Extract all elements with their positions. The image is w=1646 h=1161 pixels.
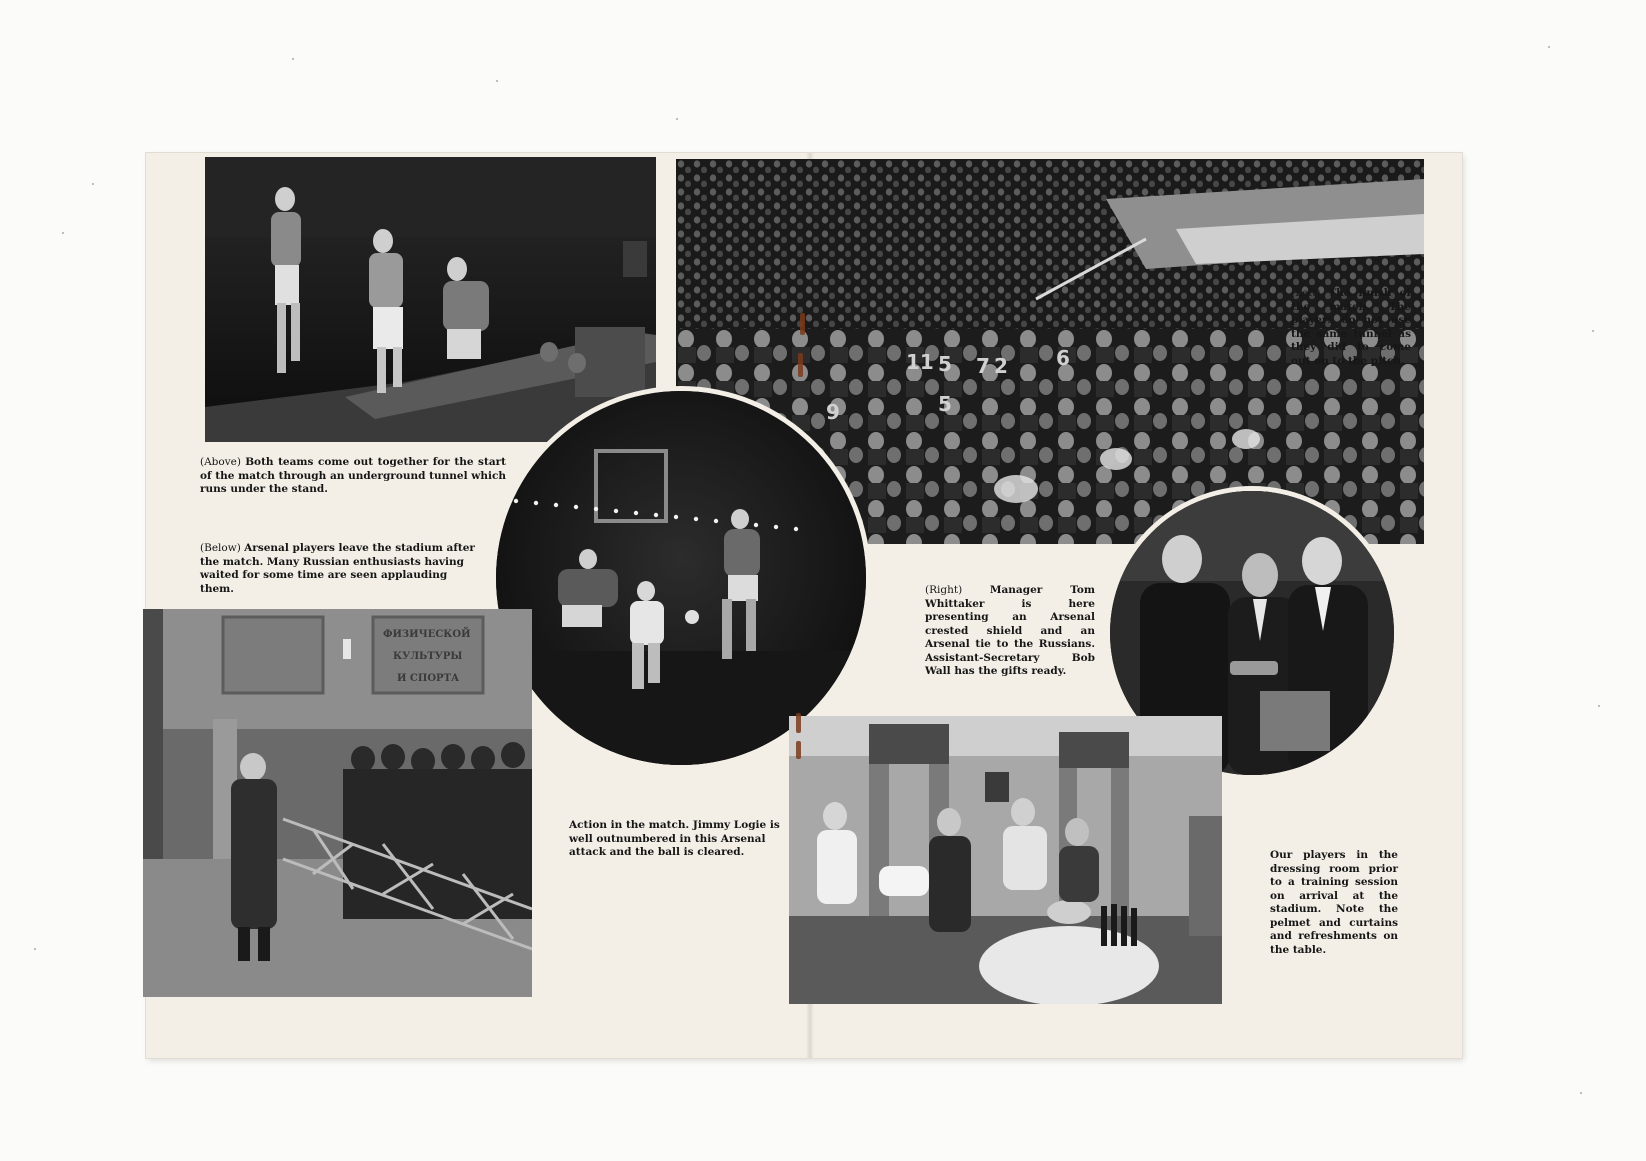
- dust-speck: [62, 232, 64, 234]
- caption-above-text: Both teams come out together for the start of the match through an underground tunnel which runs under the stand.: [200, 456, 507, 495]
- photo-dressing-room: [789, 716, 1222, 1004]
- caption-right-lead: (Right): [925, 584, 963, 596]
- caption-left: [1291, 287, 1411, 368]
- dust-speck: [34, 948, 36, 950]
- photo-players-leave-stadium: [143, 609, 532, 997]
- dust-speck: [676, 118, 678, 120]
- dust-speck: [1598, 705, 1600, 707]
- staple: [796, 713, 801, 733]
- dust-speck: [496, 80, 498, 82]
- staple: [800, 313, 805, 335]
- dust-speck: [292, 58, 294, 60]
- caption-dressing-room: [1270, 849, 1398, 957]
- hall-sign-line: И СПОРТА: [397, 673, 460, 684]
- dust-speck: [92, 183, 94, 185]
- shirt-number: 5: [938, 352, 952, 376]
- dust-speck: [1548, 46, 1550, 48]
- caption-above-lead: (Above): [200, 456, 241, 468]
- caption-left-lead: (Left): [1291, 287, 1321, 299]
- caption-below-lead: (Below): [200, 542, 241, 554]
- shirt-number: 9: [826, 400, 840, 424]
- caption-match-action-text: Action in the match. Jimmy Logie is well outnumbered in this Arsenal attack and the ball is cleared.: [569, 819, 780, 858]
- shirt-number: 5: [938, 392, 952, 416]
- dust-speck: [1592, 330, 1594, 332]
- shirt-number: 2: [994, 354, 1008, 378]
- shirt-number: 7: [976, 354, 990, 378]
- shirt-number: 11: [906, 350, 934, 374]
- caption-left-text: The finish of the match. The players do not use the same tunnel as they did to come out on to the pitch.: [1291, 287, 1412, 367]
- dust-speck: [1580, 1092, 1582, 1094]
- caption-below: [200, 542, 478, 596]
- caption-right: [925, 584, 1095, 679]
- hall-sign-line: КУЛЬТУРЫ: [393, 651, 463, 662]
- caption-below-text: Arsenal players leave the stadium after the match. Many Russian enthusiasts having waited for some time are seen applauding them.: [200, 542, 475, 595]
- staple: [798, 353, 803, 377]
- caption-above: [200, 456, 506, 497]
- shirt-number: 6: [1056, 346, 1070, 370]
- staple: [796, 741, 801, 759]
- caption-right-text: Manager Tom Whittaker is here presenting an Arsenal crested shield and an Arsenal tie to the Russians. Assistant-Secretary Bob Wall has the gifts ready.: [925, 584, 1095, 677]
- caption-match-action: [569, 819, 787, 860]
- caption-dressing-room-text: Our players in the dressing room prior to a training session on arrival at the stadium. Note the pelmet and curtains and refreshments on the table.: [1270, 849, 1398, 956]
- hall-sign-line: ФИЗИЧЕСКОЙ: [383, 629, 471, 640]
- magazine-spread: [146, 153, 1462, 1058]
- photo-tunnel-entrance: [205, 157, 656, 442]
- photo-match-action: [496, 391, 866, 765]
